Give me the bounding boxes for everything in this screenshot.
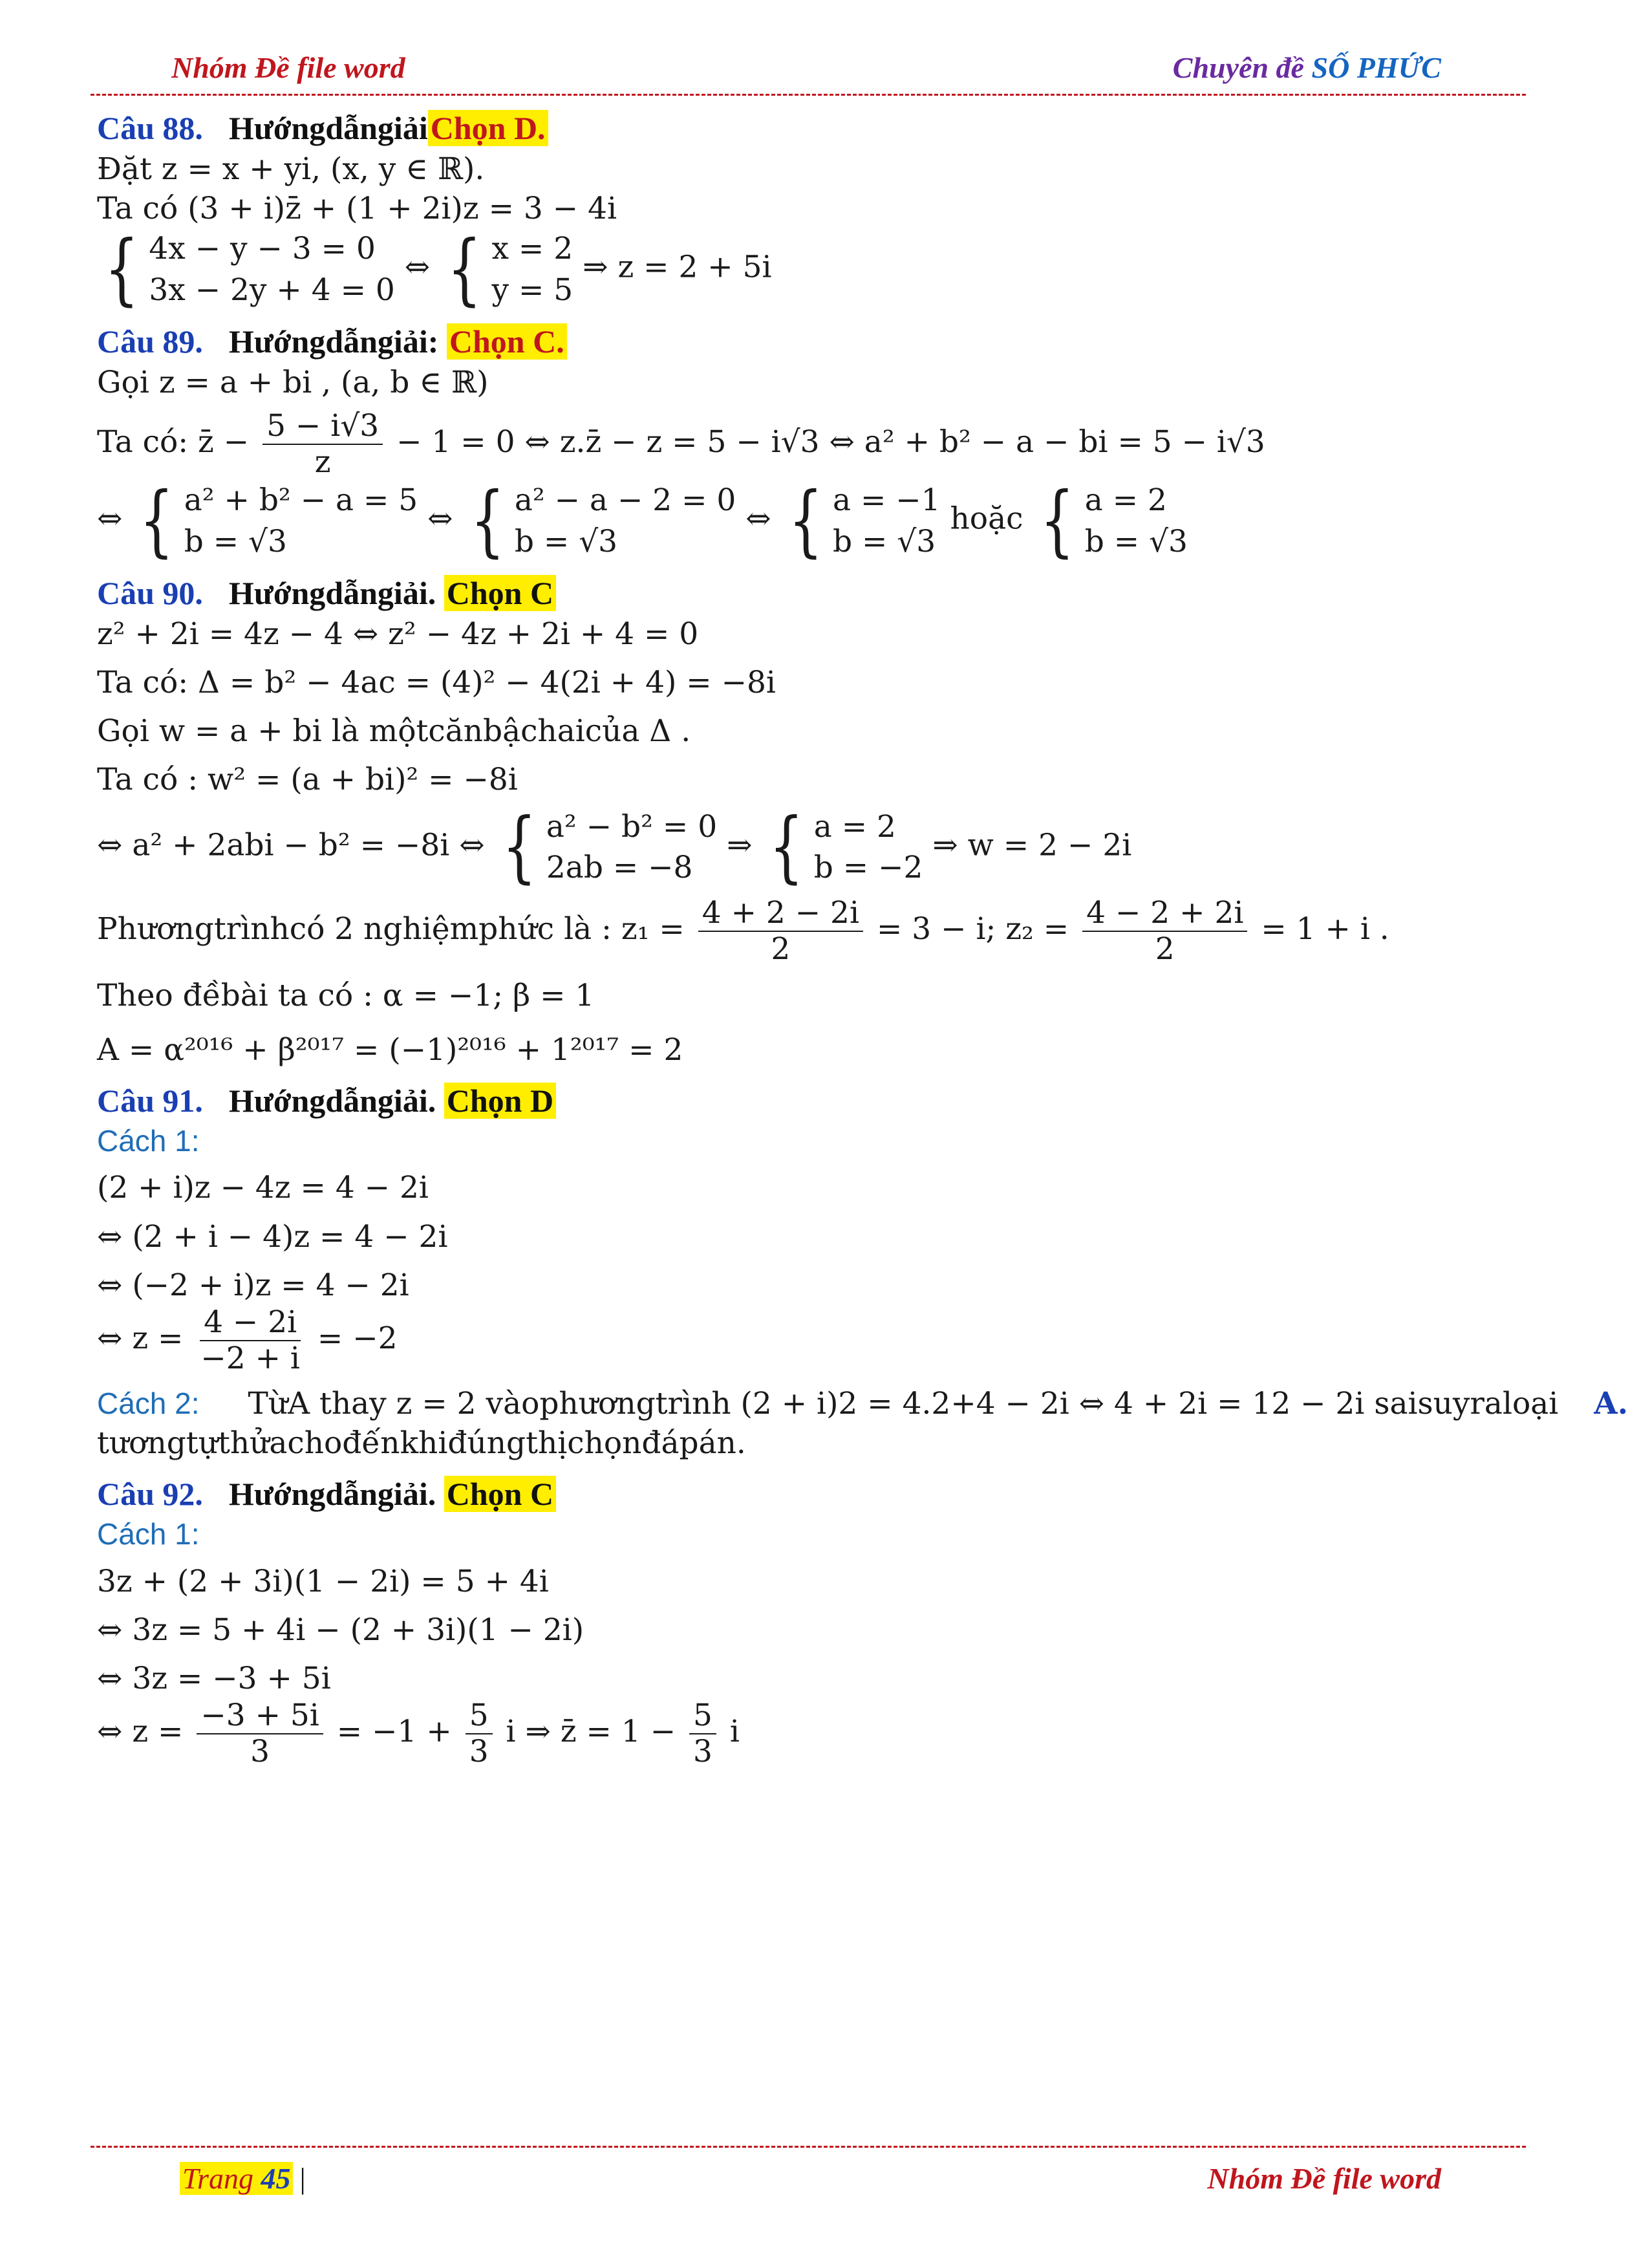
answer-choice: Chọn C bbox=[444, 1476, 556, 1512]
header-right-highlight: SỐ PHỨC bbox=[1311, 51, 1441, 84]
equation-system: { 4x − y − 3 = 0 3x − 2y + 4 = 0 bbox=[104, 224, 395, 314]
question-89-heading bbox=[97, 321, 1519, 363]
solution-label: Hướngdẫngiải. bbox=[228, 1082, 436, 1119]
solution-label: Hướngdẫngiải bbox=[228, 110, 428, 146]
fraction: $\frac{4 - 2 + 2i}{2}$ bbox=[1082, 896, 1247, 967]
math-line-system: { 4x − y − 3 = 0 3x − 2y + 4 = 0 ⇔ { x = 2 y = 5 ⇒ z = 2 + 5i bbox=[97, 228, 1519, 310]
math-line-fraction: ⇔ z = $\frac{-3 + 5i}{3}$ = −1 + $\frac{5}{3}$ i ⇒ z̄ = 1 − $\frac{5}{3}$ i bbox=[97, 1698, 740, 1770]
equation-system: { a² − b² = 0 2ab = −8 bbox=[501, 801, 718, 892]
answer-choice: Chọn D. bbox=[428, 110, 548, 146]
answer-choice: Chọn C bbox=[444, 575, 556, 611]
math-line: z² + 2i = 4z − 4 ⇔ z² − 4z + 2i + 4 = 0 bbox=[97, 616, 699, 653]
equation-system: { a = −1 b = √3 bbox=[788, 475, 941, 566]
math-line-system: ⇔ { a² + b² − a = 5 b = √3 ⇔ { a² − a − 2 = 0 b = √3 ⇔ { a = −1 b = √3 hoặc { a = 2 b = √3 bbox=[97, 475, 1188, 566]
question-number: Câu 91. bbox=[97, 1082, 203, 1119]
math-line-fraction: ⇔ z = $\frac{4 - 2i}{-2 + i}$ = −2 bbox=[97, 1304, 398, 1376]
method-2-line: Cách 2: TừA thay z = 2 vàophươngtrình (2 + i)2 = 4.2+4 − 2i ⇔ 4 + 2i = 12 − 2i saisuyraloại A. bbox=[97, 1385, 1628, 1421]
header-right-prefix: Chuyên đề bbox=[1172, 51, 1312, 84]
math-line: ⇔ (−2 + i)z = 4 − 2i bbox=[97, 1267, 409, 1303]
math-line: Ta có : w² = (a + bi)² = −8i bbox=[97, 762, 518, 798]
fraction: $\frac{5}{3}$ bbox=[466, 1698, 493, 1769]
answer-choice: Chọn D bbox=[444, 1083, 556, 1119]
method-label: Cách 1: bbox=[97, 1517, 200, 1551]
math-line: ⇔ (2 + i − 4)z = 4 − 2i bbox=[97, 1218, 448, 1255]
page-word: Trang bbox=[182, 2162, 253, 2195]
method-label: Cách 1: bbox=[97, 1123, 200, 1158]
solution-label: Hướngdẫngiải. bbox=[228, 575, 436, 612]
fraction: $\frac{5}{3}$ bbox=[689, 1698, 716, 1769]
header-rule bbox=[91, 94, 1526, 96]
question-number: Câu 90. bbox=[97, 575, 203, 612]
footer-rule bbox=[91, 2146, 1526, 2148]
solution-label: Hướngdẫngiải: bbox=[228, 323, 439, 360]
equation-system: { a = 2 b = −2 bbox=[769, 801, 923, 892]
math-line: (2 + i)z − 4z = 4 − 2i bbox=[97, 1170, 429, 1206]
or-word: hoặc bbox=[950, 501, 1023, 537]
equation-system: { a = 2 b = √3 bbox=[1040, 475, 1188, 566]
math-line: Ta có: Δ = b² − 4ac = (4)² − 4(2i + 4) = −8i bbox=[97, 665, 776, 701]
equation-system: { x = 2 y = 5 bbox=[447, 224, 573, 314]
header-right-title bbox=[1173, 50, 1441, 85]
math-line: A = α²⁰¹⁶ + β²⁰¹⁷ = (−1)²⁰¹⁶ + 1²⁰¹⁷ = 2 bbox=[97, 1031, 683, 1068]
math-line: Ta có (3 + i)z̄ + (1 + 2i)z = 3 − 4i bbox=[97, 191, 617, 227]
math-line: Gọi w = a + bi là mộtcănbậchaicủa Δ . bbox=[97, 713, 691, 750]
fraction: $\frac{-3 + 5i}{3}$ bbox=[197, 1698, 323, 1769]
fraction: $\frac{5 - i√3}{z}$ bbox=[262, 409, 383, 480]
math-line: 3z + (2 + 3i)(1 − 2i) = 5 + 4i bbox=[97, 1563, 549, 1599]
question-number: Câu 89. bbox=[97, 323, 203, 360]
fraction: $\frac{4 + 2 - 2i}{2}$ bbox=[698, 896, 863, 967]
question-number: Câu 88. bbox=[97, 110, 203, 146]
math-line-fraction: Phươngtrìnhcó 2 nghiệmphức là : z₁ = $\frac{4 + 2 - 2i}{2}$ = 3 − i; z₂ = $\frac{4 - 2 + 2i}{2}$ = 1 + i . bbox=[97, 895, 1389, 967]
fraction: $\frac{4 - 2i}{-2 + i}$ bbox=[200, 1304, 300, 1376]
math-line-fraction: Ta có: z̄ − $\frac{5 - i√3}{z}$ − 1 = 0 ⇔ z.z̄ − z = 5 − i√3 ⇔ a² + b² − a − bi = 5 − i√3 bbox=[97, 408, 1265, 481]
footer-page bbox=[180, 2161, 306, 2196]
solution-label: Hướngdẫngiải. bbox=[228, 1476, 436, 1513]
math-line: Gọi z = a + bi , (a, b ∈ ℝ) bbox=[97, 365, 489, 401]
math-line: Theo đềbài ta có : α = −1; β = 1 bbox=[97, 978, 595, 1014]
question-number: Câu 92. bbox=[97, 1476, 203, 1513]
math-line-system: ⇔ a² + 2abi − b² = −8i ⇔ { a² − b² = 0 2ab = −8 ⇒ { a = 2 b = −2 ⇒ w = 2 − 2i bbox=[97, 801, 1132, 892]
math-line: Đặt z = x + yi, (x, y ∈ ℝ). bbox=[97, 151, 485, 187]
math-result: ⇒ z = 2 + 5i bbox=[583, 249, 772, 285]
question-90-heading bbox=[97, 572, 1519, 614]
question-88-heading bbox=[97, 107, 1519, 149]
question-92-heading bbox=[97, 1473, 1519, 1515]
footer-bar: | bbox=[299, 2162, 306, 2195]
equation-system: { a² − a − 2 = 0 b = √3 bbox=[469, 475, 736, 566]
question-91-heading bbox=[97, 1080, 1519, 1122]
header-left-title: Nhóm Đề file word bbox=[171, 51, 405, 84]
answer-choice: Chọn C. bbox=[447, 323, 567, 360]
method-2-line-2: tươngtựthửachođếnkhiđúngthịchọnđápán. bbox=[97, 1425, 746, 1461]
equation-system: { a² + b² − a = 5 b = √3 bbox=[139, 475, 418, 566]
document-body bbox=[97, 97, 1628, 1770]
math-line: ⇔ 3z = 5 + 4i − (2 + 3i)(1 − 2i) bbox=[97, 1612, 584, 1648]
page-number: 45 bbox=[261, 2162, 291, 2195]
math-line: ⇔ 3z = −3 + 5i bbox=[97, 1661, 331, 1696]
footer-right-title: Nhóm Đề file word bbox=[1207, 2162, 1441, 2195]
method-label: Cách 2: bbox=[97, 1386, 200, 1420]
